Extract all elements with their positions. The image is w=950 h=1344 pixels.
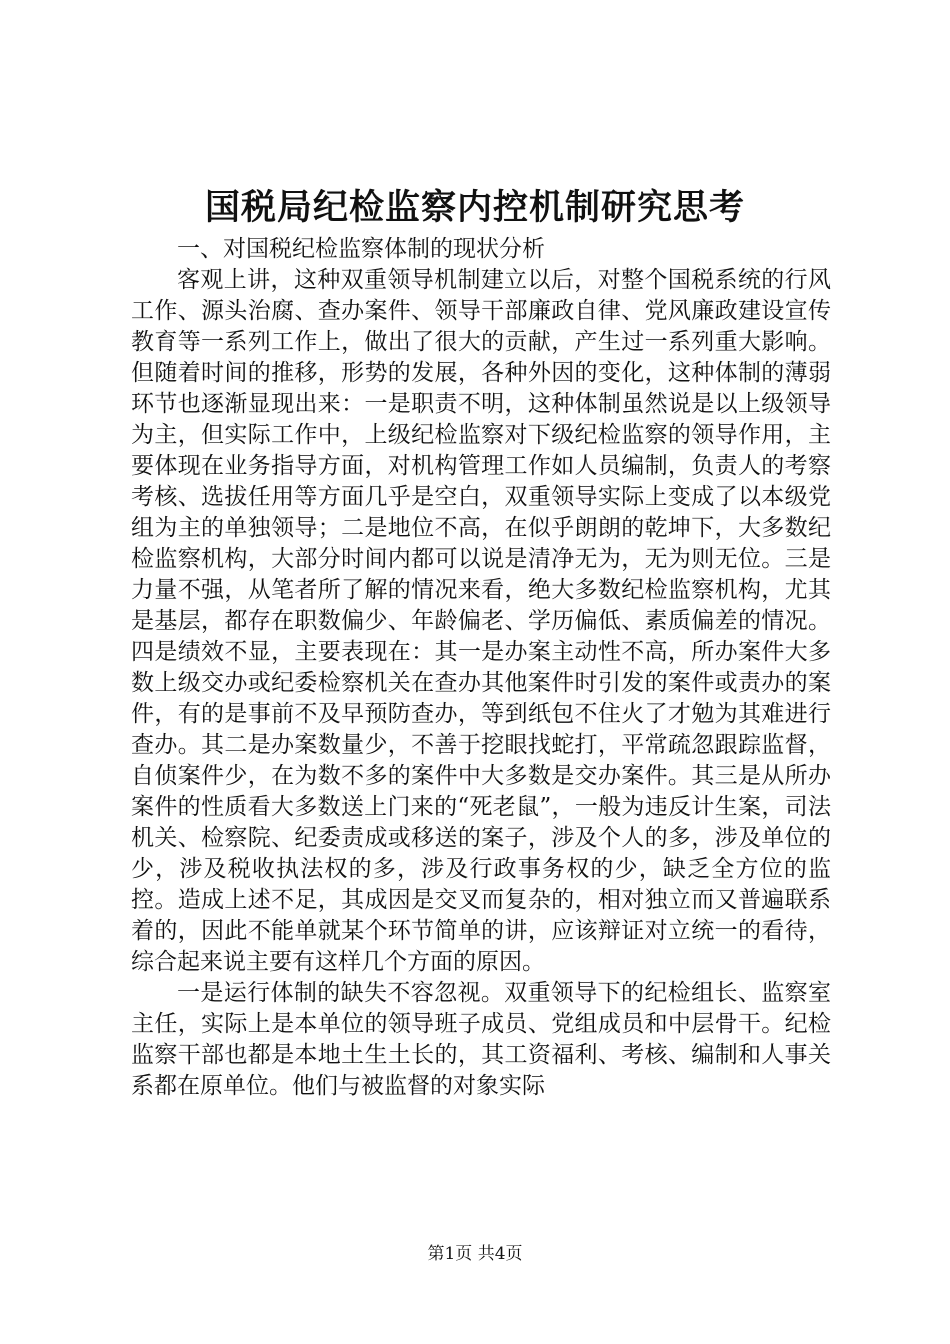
paragraph: 一是运行体制的缺失不容忽视。双重领导下的纪检组长、监察室主任，实际上是本单位的领导班子成员、党组成员和中层骨干。纪检监察干部也都是本地土生土长的，其工资福利、考核、编制和人事关系都在原单位。他们与被监督的对象实际: [131, 980, 831, 1099]
page-title: 国税局纪检监察内控机制研究思考: [204, 187, 745, 228]
page-footer: 第1页 共4页: [427, 1244, 523, 1264]
section-heading: 一、对国税纪检监察体制的现状分析: [177, 236, 545, 262]
document-body: [131, 234, 831, 1102]
paragraph: 客观上讲，这种双重领导机制建立以后，对整个国税系统的行风工作、源头治腐、查办案件、领导干部廉政自律、党风廉政建设宣传教育等一系列工作上，做出了很大的贡献，产生过一系列重大影响。但随着时间的推移，形势的发展，各种外因的变化，这种体制的薄弱环节也逐渐显现出来：一是职责不明，这种体制虽然说是以上级领导为主，但实际工作中，上级纪检监察对下级纪检监察的领导作用，主要体现在业务指导方面，对机构管理工作如人员编制，负责人的考察考核、选拔任用等方面几乎是空白，双重领导实际上变成了以本级党组为主的单独领导；二是地位不高，在似乎朗朗的乾坤下，大多数纪检监察机构，大部分时间内都可以说是清净无为，无为则无位。三是力量不强，从笔者所了解的情况来看，绝大多数纪检监察机构，尤其是基层，都存在职数偏少、年龄偏老、学历偏低、素质偏差的情况。四是绩效不显，主要表现在：其一是办案主动性不高，所办案件大多数上级交办或纪委检察机关在查办其他案件时引发的案件或责办的案件，有的是事前不及早预防查办，等到纸包不住火了才勉为其难进行查办。其二是办案数量少，不善于挖眼找蛇打，平常疏忽跟踪监督，自侦案件少，在为数不多的案件中大多数是交办案件。其三是从所办案件的性质看大多数送上门来的“死老鼠”，一般为违反计生案，司法机关、检察院、纪委责成或移送的案子，涉及个人的多，涉及单位的少，涉及税收执法权的多，涉及行政事务权的少，缺乏全方位的监控。造成上述不足，其成因是交叉而复杂的，相对独立而又普遍联系着的，因此不能单就某个环节简单的讲，应该辩证对立统一的看待，综合起来说主要有这样几个方面的原因。: [131, 267, 831, 975]
